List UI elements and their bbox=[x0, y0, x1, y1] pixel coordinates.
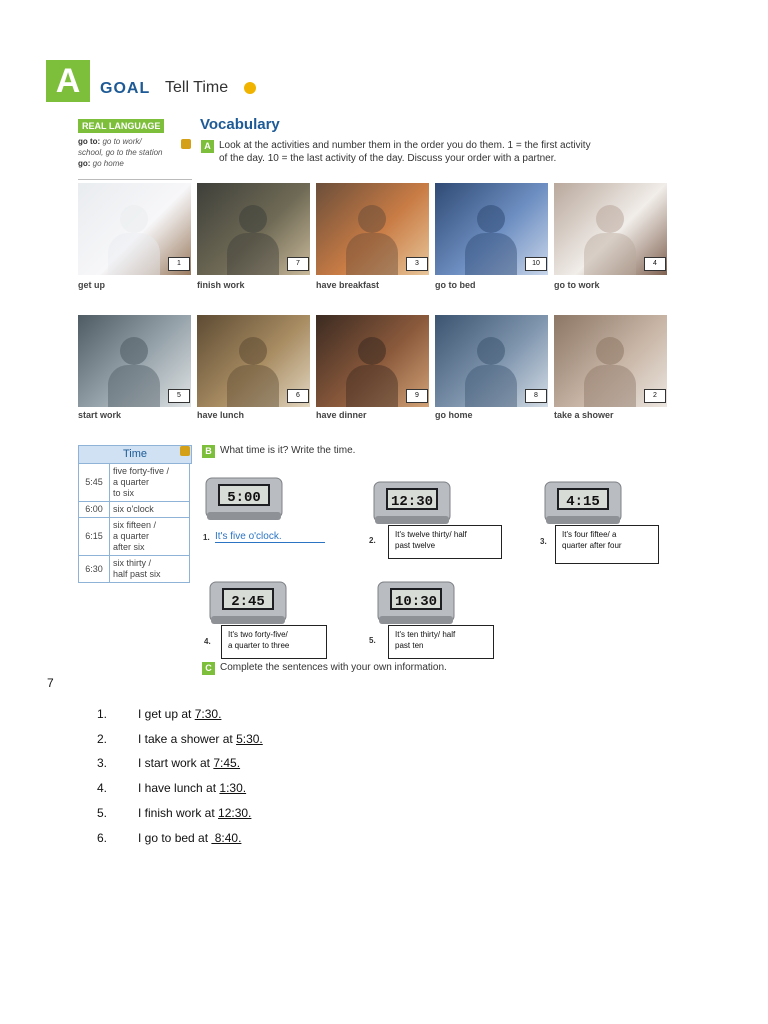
goal-title: Tell Time bbox=[165, 79, 229, 96]
section-b-badge: B bbox=[202, 445, 215, 458]
time-words-line: five forty-five / bbox=[113, 466, 170, 476]
alarm-clock-icon bbox=[543, 478, 623, 526]
order-number-box[interactable]: 8 bbox=[525, 389, 547, 403]
page-number: 7 bbox=[47, 676, 54, 690]
sentence-item bbox=[97, 831, 397, 847]
time-words bbox=[110, 502, 190, 518]
answer-text: It's five o'clock. bbox=[215, 531, 325, 543]
sentence-number: 2. bbox=[97, 731, 108, 746]
activity-label: start work bbox=[78, 410, 122, 420]
sentence-text bbox=[138, 756, 240, 770]
time-table-row bbox=[79, 518, 190, 556]
real-language-text bbox=[78, 136, 188, 169]
person-body bbox=[346, 365, 398, 407]
person-silhouette bbox=[358, 337, 386, 365]
answer-box[interactable] bbox=[221, 625, 327, 659]
answer-line-1: It's four fiftee/ a bbox=[562, 530, 617, 539]
section-letter-badge: A bbox=[46, 60, 90, 102]
clock-display-text: 2:45 bbox=[231, 594, 265, 610]
sentence-time-answer[interactable]: 7:45. bbox=[213, 756, 241, 771]
alarm-clock-icon bbox=[372, 478, 452, 526]
answer-line-2: quarter after four bbox=[562, 541, 622, 550]
person-silhouette bbox=[120, 337, 148, 365]
goal-label: GOAL bbox=[100, 80, 151, 97]
sentence-time-answer[interactable]: 8:40. bbox=[211, 830, 242, 845]
rl-example-2: school, go to the station bbox=[78, 148, 163, 157]
person-silhouette bbox=[477, 337, 505, 365]
order-number-box[interactable]: 9 bbox=[406, 389, 428, 403]
clock-number: 3. bbox=[540, 537, 547, 546]
person-silhouette bbox=[358, 205, 386, 233]
rl-term-go-to: go to: bbox=[78, 137, 101, 146]
sentence-text bbox=[138, 732, 263, 746]
time-words-line: half past six bbox=[113, 569, 161, 579]
alarm-clock-icon bbox=[204, 474, 284, 522]
sentence-text bbox=[138, 806, 251, 820]
time-value: 6:30 bbox=[79, 556, 110, 583]
section-b-instruction: What time is it? Write the time. bbox=[220, 445, 356, 456]
sentence-text bbox=[138, 781, 246, 795]
section-a-badge: A bbox=[201, 140, 214, 153]
person-body bbox=[465, 365, 517, 407]
person-silhouette bbox=[239, 337, 267, 365]
sentence-number: 5. bbox=[97, 805, 108, 820]
answer-line-2: past twelve bbox=[395, 541, 436, 550]
order-number-box[interactable]: 10 bbox=[525, 257, 547, 271]
section-c-instruction: Complete the sentences with your own information. bbox=[220, 662, 447, 673]
answer-line-1: It's twelve thirty/ half bbox=[395, 530, 467, 539]
clock-number: 1. bbox=[203, 533, 210, 542]
clock-number: 2. bbox=[369, 536, 376, 545]
person-body bbox=[108, 365, 160, 407]
instructions-line-2: of the day. 10 = the last activity of the day. Discuss your order with a partner. bbox=[219, 153, 557, 164]
time-table-title: Time bbox=[122, 448, 148, 460]
sentence-item bbox=[97, 781, 397, 797]
time-table-row bbox=[79, 502, 190, 518]
sentence-item bbox=[97, 732, 397, 748]
sentence-stem: I get up at bbox=[138, 707, 195, 721]
activity-label: finish work bbox=[197, 280, 245, 290]
time-value: 5:45 bbox=[79, 464, 110, 502]
time-words-line: six fifteen / bbox=[113, 520, 157, 530]
order-number-box[interactable]: 7 bbox=[287, 257, 309, 271]
person-body bbox=[227, 233, 279, 275]
rl-example-1: go to work/ bbox=[102, 137, 142, 146]
sentence-stem: I go to bed at bbox=[138, 830, 212, 845]
order-number-box[interactable]: 5 bbox=[168, 389, 190, 403]
sentence-number: 1. bbox=[97, 707, 108, 721]
answer-line-2: past ten bbox=[395, 641, 424, 650]
instructions-line-1: Look at the activities and number them in the order you do them. 1 = the first activity bbox=[219, 140, 591, 151]
sentence-stem: I have lunch at bbox=[138, 781, 220, 796]
time-words-line: six thirty / bbox=[113, 558, 152, 568]
time-words bbox=[110, 464, 190, 502]
rl-term-go: go: bbox=[78, 159, 91, 168]
sentence-item bbox=[97, 707, 397, 723]
activity-label: have lunch bbox=[197, 410, 245, 420]
person-body bbox=[584, 233, 636, 275]
time-words-line: six o'clock bbox=[113, 504, 154, 514]
time-words bbox=[110, 518, 190, 556]
clock-display-text: 12:30 bbox=[390, 494, 434, 510]
sentence-time-answer[interactable]: 1:30. bbox=[219, 781, 247, 796]
sentence-time-answer[interactable]: 7:30. bbox=[194, 707, 222, 721]
answer-box[interactable] bbox=[555, 525, 659, 564]
time-value: 6:15 bbox=[79, 518, 110, 556]
answer-box[interactable] bbox=[388, 625, 494, 659]
sentence-time-answer[interactable]: 12:30. bbox=[218, 805, 252, 820]
time-table-row bbox=[79, 464, 190, 502]
real-language-tag: REAL LANGUAGE bbox=[78, 119, 164, 133]
person-body bbox=[108, 233, 160, 275]
time-words-line: after six bbox=[113, 542, 145, 552]
answer-line-2: a quarter to three bbox=[228, 641, 290, 650]
sentence-number: 6. bbox=[97, 830, 108, 845]
vocabulary-instructions bbox=[219, 139, 669, 165]
activity-label: take a shower bbox=[554, 410, 614, 420]
audio-icon bbox=[180, 446, 190, 456]
rl-example-3: go home bbox=[92, 159, 124, 168]
time-words-line: to six bbox=[113, 488, 135, 498]
time-words-line: a quarter bbox=[113, 477, 150, 487]
person-silhouette bbox=[596, 205, 624, 233]
person-body bbox=[227, 365, 279, 407]
order-number-box[interactable]: 4 bbox=[644, 257, 666, 271]
sentence-time-answer[interactable]: 5:30. bbox=[236, 731, 263, 746]
order-number-box[interactable]: 1 bbox=[168, 257, 190, 271]
person-body bbox=[346, 233, 398, 275]
activity-label: get up bbox=[78, 280, 105, 290]
section-c-badge: C bbox=[202, 662, 215, 675]
sentence-text bbox=[138, 831, 241, 845]
vocabulary-title: Vocabulary bbox=[200, 116, 280, 133]
clock-number: 4. bbox=[204, 637, 211, 646]
activity-label: go to work bbox=[554, 280, 600, 290]
sentence-stem: I finish work at bbox=[138, 805, 219, 820]
answer-line-1: It's ten thirty/ half bbox=[395, 630, 456, 639]
person-silhouette bbox=[596, 337, 624, 365]
time-value: 6:00 bbox=[79, 502, 110, 518]
time-words-line: a quarter bbox=[113, 531, 150, 541]
alarm-clock-icon bbox=[208, 578, 288, 626]
sentence-stem: I take a shower at bbox=[138, 731, 237, 746]
person-silhouette bbox=[239, 205, 267, 233]
answer-line-1: It's two forty-five/ bbox=[228, 630, 288, 639]
person-body bbox=[465, 233, 517, 275]
person-body bbox=[584, 365, 636, 407]
activity-label: have dinner bbox=[316, 410, 367, 420]
alarm-clock-icon bbox=[376, 578, 456, 626]
sentence-item bbox=[97, 806, 397, 822]
sentence-stem: I start work at bbox=[138, 756, 214, 771]
time-words bbox=[110, 556, 190, 583]
activity-label: have breakfast bbox=[316, 280, 380, 290]
sentence-number: 4. bbox=[97, 781, 108, 796]
sentence-text bbox=[138, 707, 221, 721]
time-table-header bbox=[78, 445, 192, 464]
clock-display-text: 5:00 bbox=[227, 490, 261, 506]
clock-display-text: 10:30 bbox=[394, 594, 438, 610]
person-silhouette bbox=[477, 205, 505, 233]
person-silhouette bbox=[120, 205, 148, 233]
activity-label: go home bbox=[435, 410, 473, 420]
answer-box[interactable] bbox=[388, 525, 502, 559]
time-table-row bbox=[79, 556, 190, 583]
goal-icon bbox=[244, 82, 256, 94]
clock-number: 5. bbox=[369, 636, 376, 645]
order-number-box[interactable]: 6 bbox=[287, 389, 309, 403]
sentence-number: 3. bbox=[97, 756, 108, 771]
sentence-item bbox=[97, 756, 397, 772]
activity-label: go to bed bbox=[435, 280, 476, 290]
order-number-box[interactable]: 2 bbox=[644, 389, 666, 403]
order-number-box[interactable]: 3 bbox=[406, 257, 428, 271]
divider bbox=[78, 179, 192, 180]
time-table bbox=[78, 463, 190, 583]
clock-display-text: 4:15 bbox=[566, 494, 600, 510]
